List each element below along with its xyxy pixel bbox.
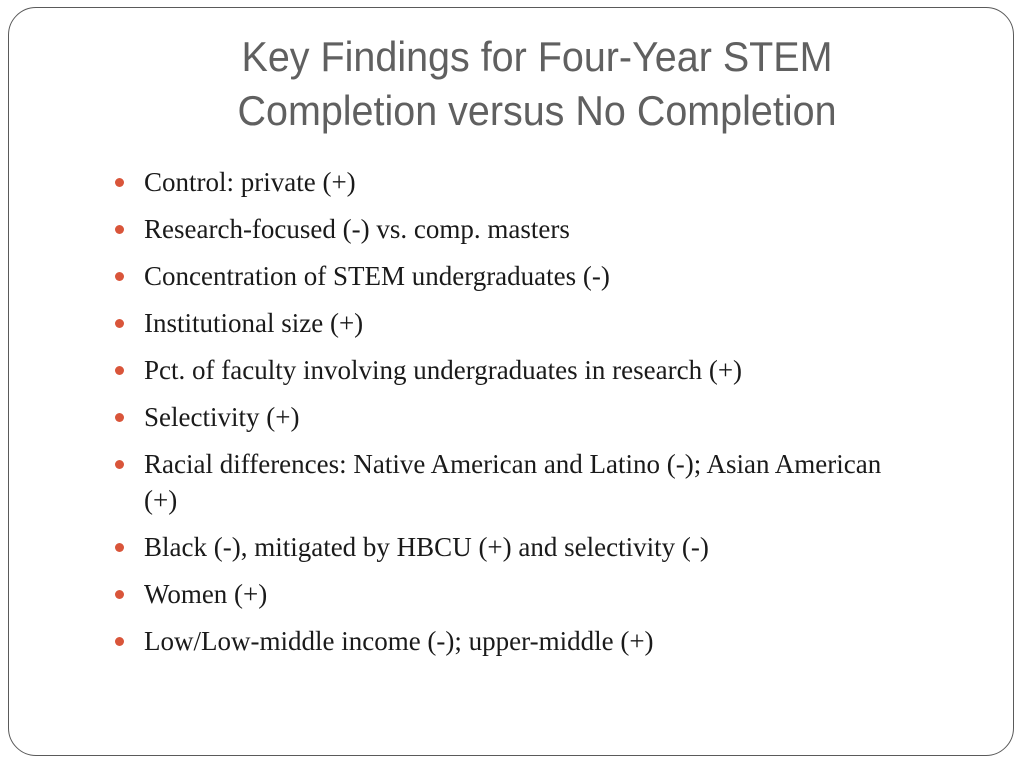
bullet-item-research-focused (112, 211, 892, 247)
bullet-dot-icon (115, 637, 124, 646)
bullet-list (112, 164, 892, 670)
bullet-item-stem-concentration (112, 258, 892, 294)
bullet-dot-icon (115, 366, 124, 375)
bullet-item-faculty-research (112, 352, 892, 388)
bullet-text: Racial differences: Native American and Latino (-); Asian American (+) (144, 449, 882, 515)
bullet-dot-icon (115, 225, 124, 234)
bullet-dot-icon (115, 590, 124, 599)
bullet-dot-icon (115, 543, 124, 552)
bullet-text: Black (-), mitigated by HBCU (+) and selectivity (-) (144, 532, 709, 562)
bullet-text: Women (+) (144, 579, 268, 609)
bullet-item-black-hbcu (112, 529, 892, 565)
bullet-text: Control: private (+) (144, 167, 356, 197)
bullet-text: Selectivity (+) (144, 402, 300, 432)
bullet-dot-icon (115, 460, 124, 469)
slide-title-line-2: Completion versus No Completion (237, 87, 837, 134)
bullet-dot-icon (115, 178, 124, 187)
bullet-item-institutional-size (112, 305, 892, 341)
bullet-item-control (112, 164, 892, 200)
bullet-text: Pct. of faculty involving undergraduates in research (+) (144, 355, 743, 385)
slide-title-line-1: Key Findings for Four-Year STEM (241, 33, 833, 80)
bullet-item-selectivity (112, 399, 892, 435)
bullet-item-racial-differences (112, 446, 892, 518)
bullet-item-income (112, 623, 892, 659)
bullet-item-women (112, 576, 892, 612)
bullet-dot-icon (115, 272, 124, 281)
bullet-text: Research-focused (-) vs. comp. masters (144, 214, 570, 244)
bullet-text: Low/Low-middle income (-); upper-middle (+) (144, 626, 654, 656)
bullet-text: Concentration of STEM undergraduates (-) (144, 261, 610, 291)
slide-title (145, 30, 929, 138)
bullet-dot-icon (115, 413, 124, 422)
bullet-text: Institutional size (+) (144, 308, 364, 338)
bullet-dot-icon (115, 319, 124, 328)
